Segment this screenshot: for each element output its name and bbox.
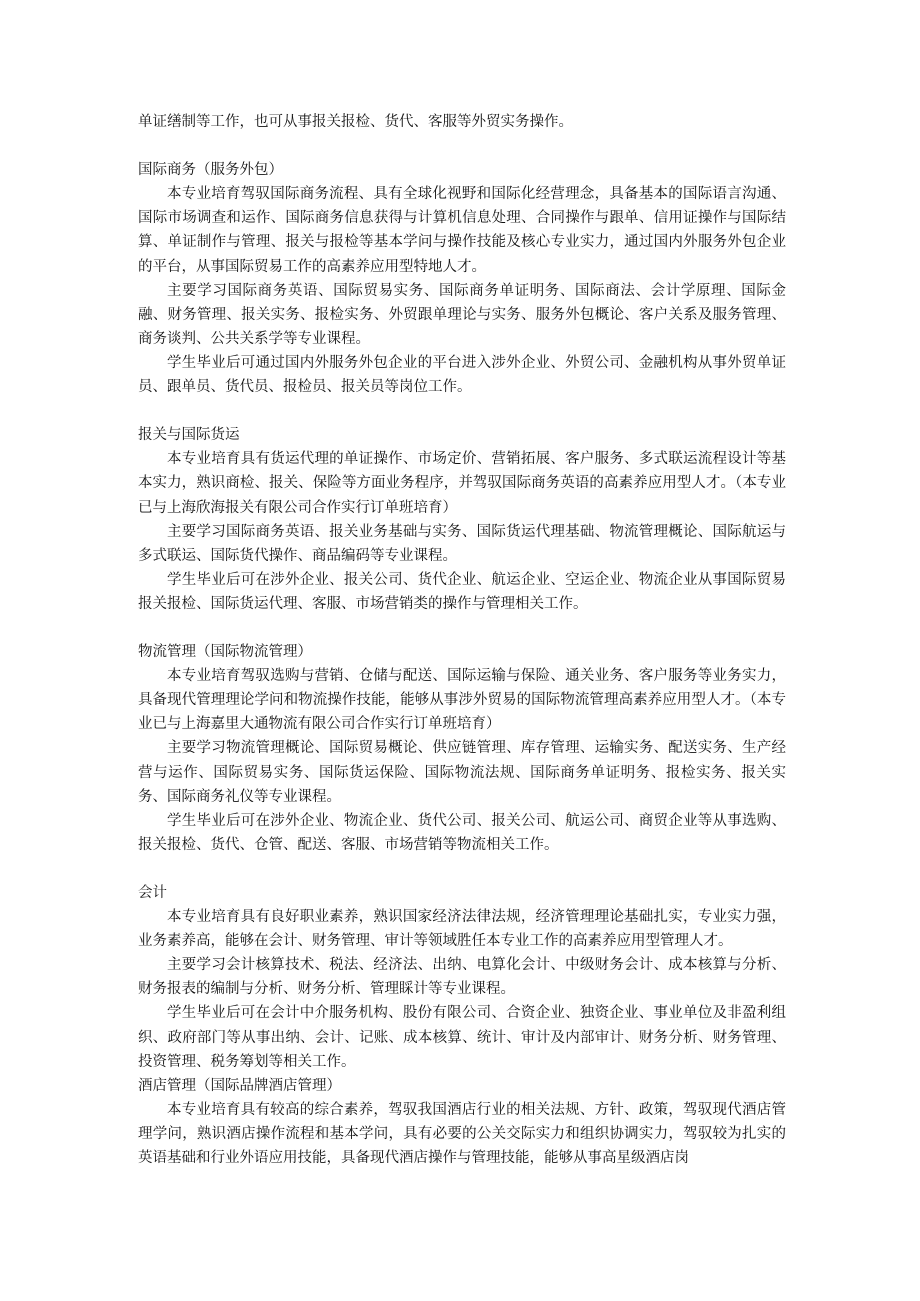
spacer — [138, 134, 786, 158]
section-heading-logistics: 物流管理（国际物流管理） — [138, 644, 312, 661]
section-paragraph: 主要学习会计核算技术、税法、经济法、出纳、电算化会计、中级财务会计、成本核算与分析、财务报表的编制与分析、财务分析、管理睬计等专业课程。 — [138, 957, 786, 998]
spacer — [138, 616, 786, 640]
section-heading-accounting: 会计 — [138, 885, 167, 901]
spacer — [138, 857, 786, 881]
section-paragraph: 本专业培育具有货运代理的单证操作、市场定价、营销拓展、客户服务、多式联运流程设计等基本实力，熟识商检、报关、保险等方面业务程序，并驾驭国际商务英语的高素养应用型人才。（本专业已与上海欣海报关有限公司合作实行订单班培育） — [138, 451, 786, 516]
section-paragraph: 学生毕业后可通过国内外服务外包企业的平台进入涉外企业、外贸公司、金融机构从事外贸单证员、跟单员、货代员、报检员、报关员等岗位工作。 — [138, 354, 786, 396]
section-paragraph: 本专业培育驾驭选购与营销、仓储与配送、国际运输与保险、通关业务、客户服务等业务实力，具备现代管理理论学问和物流操作技能，能够从事涉外贸易的国际物流管理高素养应用型人才。（本专业已与上海嘉里大通物流有限公司合作实行订单班培育） — [138, 668, 786, 733]
section-paragraph: 主要学习国际商务英语、国际贸易实务、国际商务单证明务、国际商法、会计学原理、国际金融、财务管理、报关实务、报检实务、外贸跟单理论与实务、服务外包概论、客户关系及服务管理、商务谈判、公共关系学等专业课程。 — [138, 282, 786, 347]
section-paragraph: 学生毕业后可在会计中介服务机构、股份有限公司、合资企业、独资企业、事业单位及非盈利组织、政府部门等从事出纳、会计、记账、成本核算、统计、审计及内部审计、财务分析、财务管理、投资管理、税务筹划等相关工作。 — [138, 1005, 786, 1070]
section-heading-international-business: 国际商务（服务外包） — [138, 162, 283, 179]
section-paragraph: 学生毕业后可在涉外企业、物流企业、货代公司、报关公司、航运公司、商贸企业等从事选购、报关报检、货代、仓管、配送、客服、市场营销等物流相关工作。 — [138, 812, 786, 853]
section-paragraph: 主要学习国际商务英语、报关业务基础与实务、国际货运代理基础、物流管理概论、国际航运与多式联运、国际货代操作、商品编码等专业课程。 — [138, 523, 786, 564]
section-heading-hotel-management: 酒店管理（国际品牌酒店管理） — [138, 1077, 341, 1094]
section-paragraph: 本专业培育具有良好职业素养，熟识国家经济法律法规，经济管理理论基础扎实，专业实力强，业务素养高，能够在会计、财务管理、审计等领域胜任本专业工作的高素养应用型管理人才。 — [138, 909, 786, 950]
section-paragraph: 本专业培育驾驭国际商务流程、具有全球化视野和国际化经营理念，具备基本的国际语言沟通、国际市场调查和运作、国际商务信息获得与计算机信息处理、合同操作与跟单、信用证操作与国际结算、单证制作与管理、报关与报检等基本学问与操作技能及核心专业实力，通过国内外服务外包企业的平台，从事国际贸易工作的高素养应用型特地人才。 — [138, 186, 786, 275]
section-paragraph: 本专业培育具有较高的综合素养，驾驭我国酒店行业的相关法规、方针、政策，驾驭现代酒店管理学问，熟识酒店操作流程和基本学问，具有必要的公关交际实力和组织协调实力，驾驭较为扎实的英语基础和行业外语应用技能，具备现代酒店操作与管理技能，能够从事高星级酒店岗 — [138, 1101, 786, 1167]
document-page — [138, 110, 786, 1170]
section-paragraph: 主要学习物流管理概论、国际贸易概论、供应链管理、库存管理、运输实务、配送实务、生产经营与运作、国际贸易实务、国际货运保险、国际物流法规、国际商务单证明务、报检实务、报关实务、国际商务礼仪等专业课程。 — [138, 740, 786, 805]
intro-continuation: 单证缮制等工作，也可从事报关报检、货代、客服等外贸实务操作。 — [138, 114, 573, 130]
section-heading-customs-freight: 报关与国际货运 — [138, 427, 240, 444]
spacer — [138, 399, 786, 423]
section-paragraph: 学生毕业后可在涉外企业、报关公司、货代企业、航运企业、空运企业、物流企业从事国际贸易报关报检、国际货运代理、客服、市场营销类的操作与管理相关工作。 — [138, 571, 786, 612]
